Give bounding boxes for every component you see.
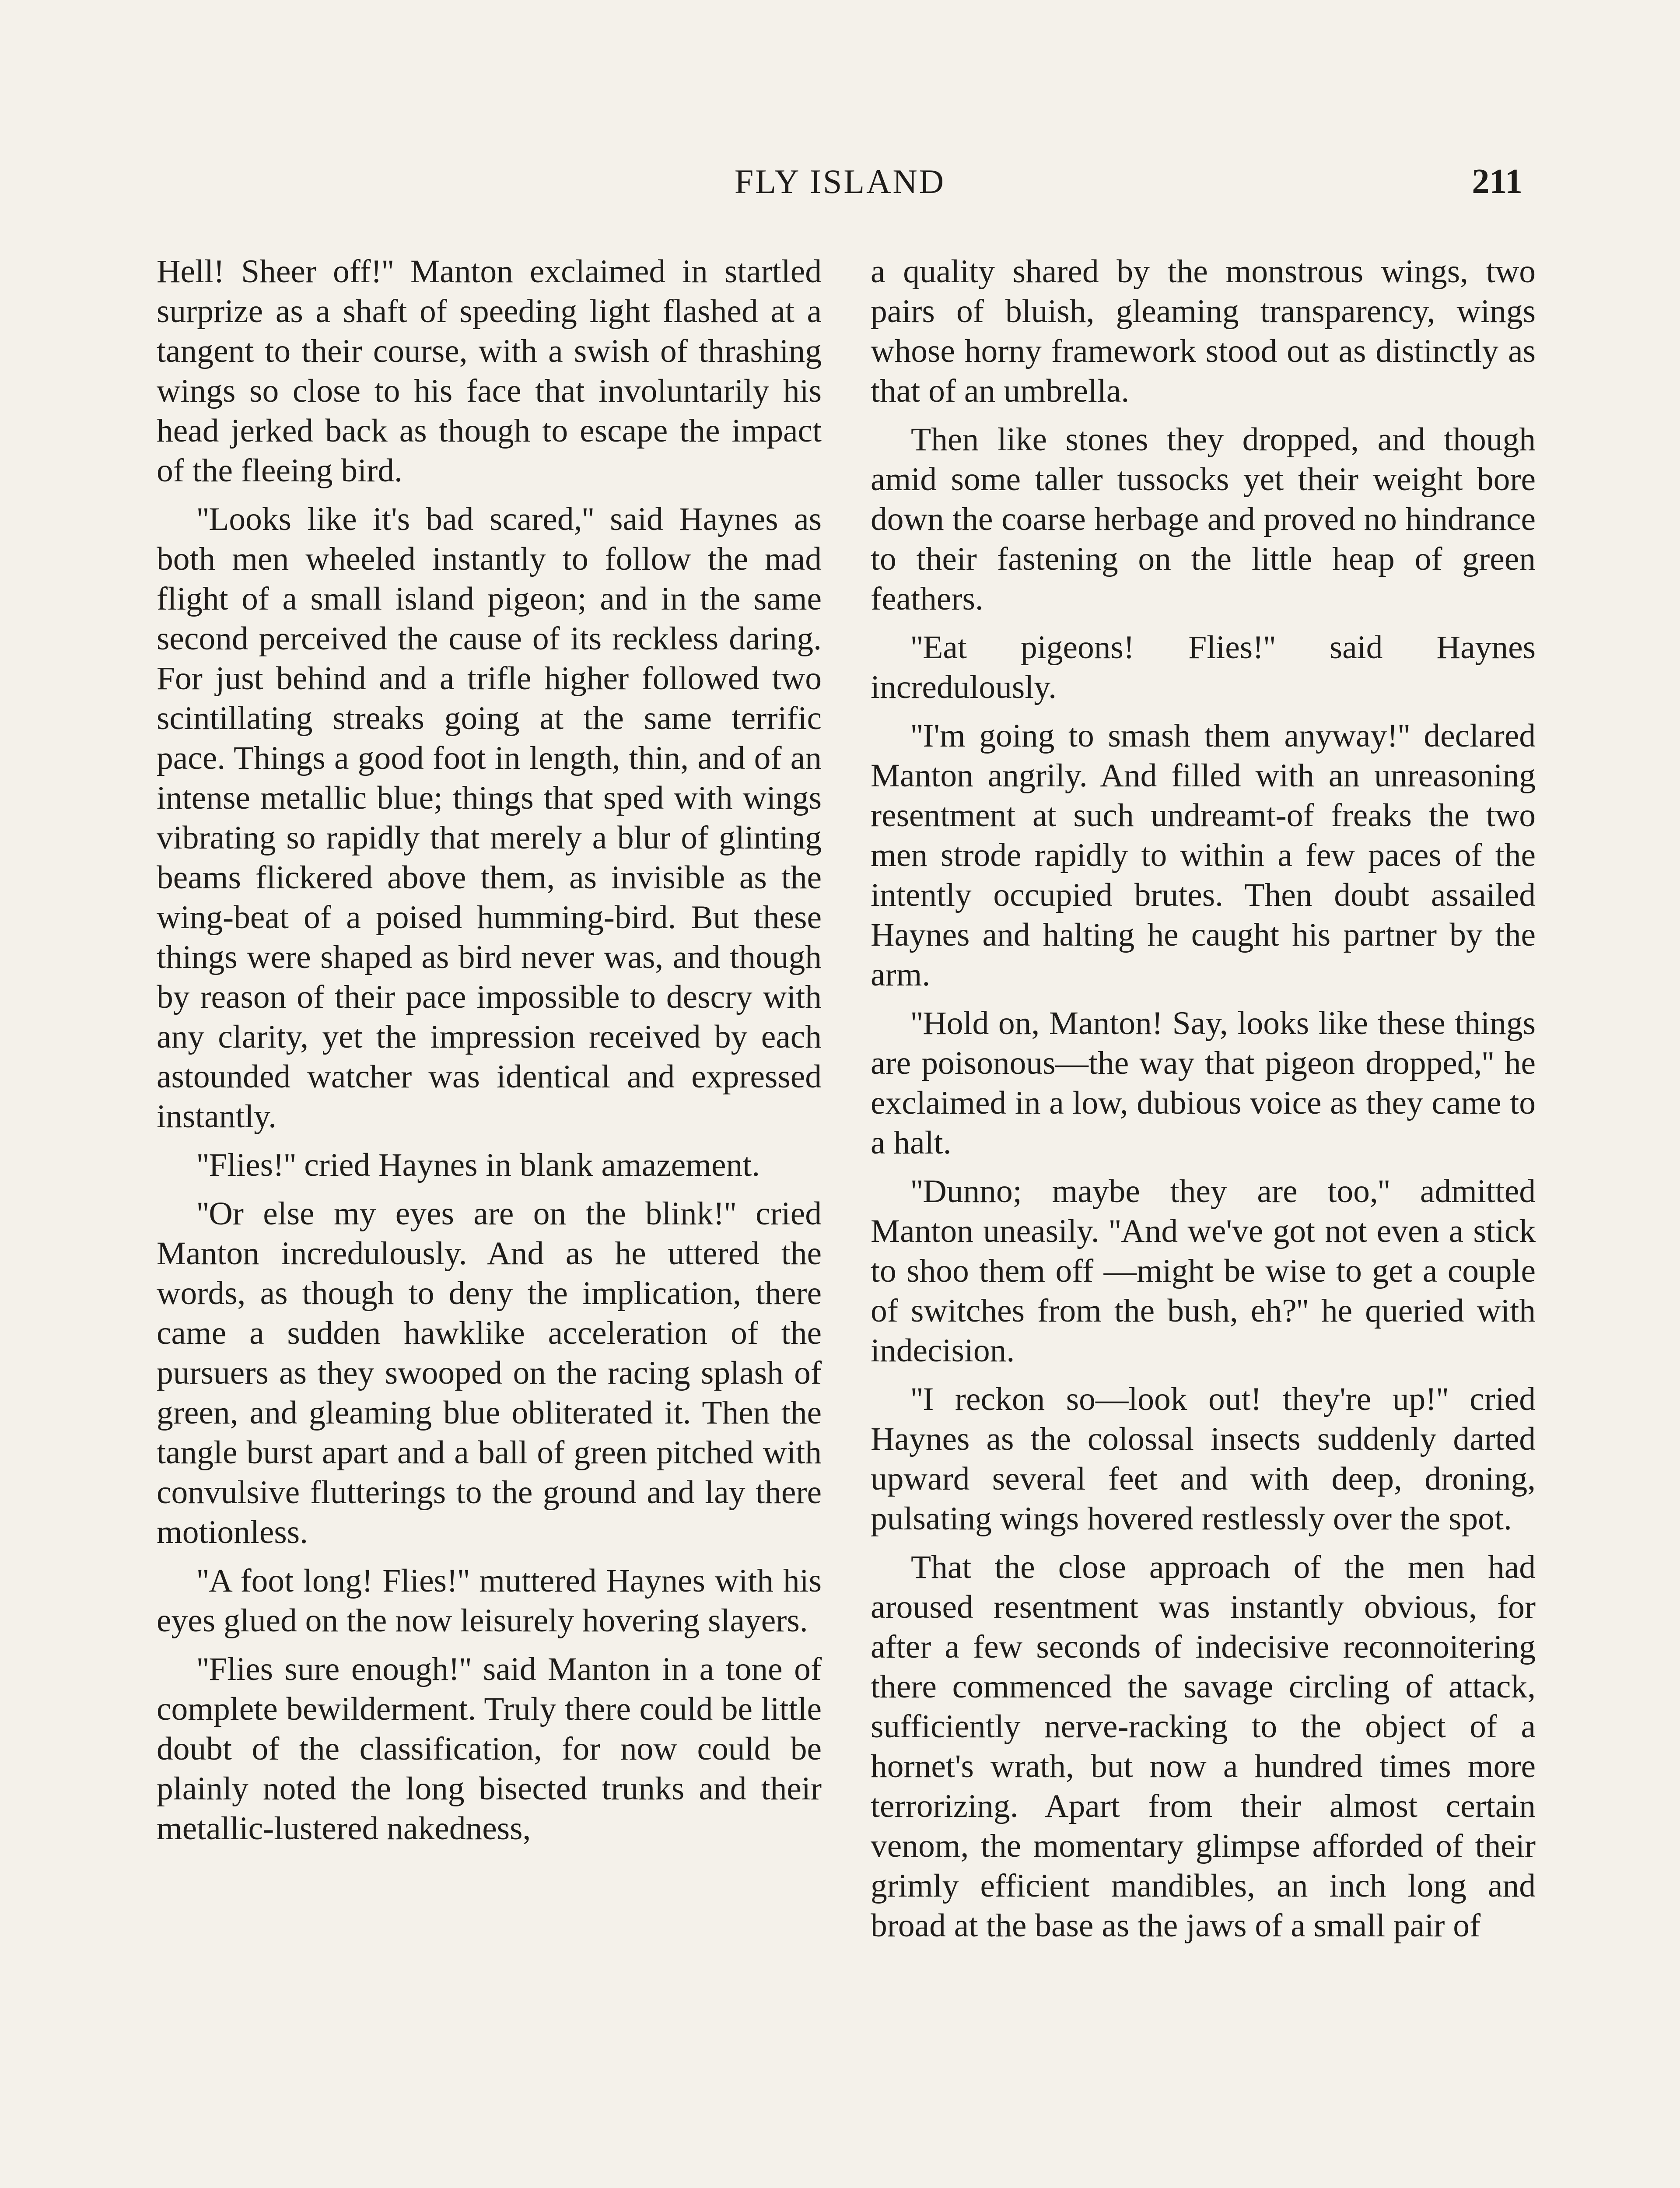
right-column [871,252,1536,1954]
paragraph: Then like stones they dropped, and though amid some taller tussocks yet their weight bore down the coarse herbage and proved no hindrance to their fastening on the little heap of green feathers. [871,421,1536,617]
paragraph: ''Looks like it's bad scared,'' said Haynes as both men wheeled instantly to follow the mad flight of a small island pigeon; and in the same second perceived the cause of its reckless daring. For just behind and a trifle higher followed two scintillating streaks going at the same terrific pace. Things a good foot in length, thin, and of an intense metallic blue; things that sped with wings vibrating so rapidly that merely a blur of glinting beams flickered above them, as invisible as the wing-beat of a poised humming-bird. But these things were shaped as bird never was, and though by reason of their pace impossible to descry with any clarity, yet the impression received by each astounded watcher was identical and expressed instantly. [157,501,822,1135]
paragraph: ''Eat pigeons! Flies!'' said Haynes incredulously. [871,629,1536,705]
paragraph: ''Dunno; maybe they are too,'' admitted Manton uneasily. ''And we've got not even a stick to shoo them off —might be wise to get a couple of switches from the bush, eh?'' he queried with indecision. [871,1173,1536,1369]
paragraph: That the close approach of the men had aroused resentment was instantly obvious, for after a few seconds of indecisive reconnoitering there commenced the savage circling of attack, sufficiently nerve-racking to the object of a hornet's wrath, but now a hundred times more terrorizing. Apart from their almost certain venom, the momentary glimpse afforded of their grimly efficient mandibles, an inch long and broad at the base as the jaws of a small pair of [871,1549,1536,1944]
paragraph: a quality shared by the monstrous wings, two pairs of bluish, gleaming transparency, wings whose horny framework stood out as distinctly as that of an umbrella. [871,253,1536,409]
paragraph: ''I'm going to smash them anyway!'' declared Manton angrily. And filled with an unreasoning resentment at such undreamt-of freaks the two men strode rapidly to within a few paces of the intently occupied brutes. Then doubt assailed Haynes and halting he caught his partner by the arm. [871,718,1536,993]
paragraph: ''A foot long! Flies!'' muttered Haynes with his eyes glued on the now leisurely hovering slayers. [157,1563,822,1639]
paragraph: Hell! Sheer off!'' Manton exclaimed in startled surprize as a shaft of speeding light flashed at a tangent to their course, with a swish of thrashing wings so close to his face that involuntarily his head jerked back as though to escape the impact of the fleeing bird. [157,253,822,489]
paragraph: ''Hold on, Manton! Say, looks like these things are poisonous—the way that pigeon dropped,'' he exclaimed in a low, dubious voice as they came to a halt. [871,1005,1536,1161]
left-column [157,252,822,1857]
paragraph: ''I reckon so—look out! they're up!'' cried Haynes as the colossal insects suddenly darted upward several feet and with deep, droning, pulsating wings hovered restlessly over the spot. [871,1381,1536,1537]
paragraph: ''Flies sure enough!'' said Manton in a tone of complete bewilderment. Truly there could be little doubt of the classification, for now could be plainly noted the long bisected trunks and their metallic-lustered nakedness, [157,1651,822,1847]
paragraph: ''Or else my eyes are on the blink!'' cried Manton incredulously. And as he uttered the words, as though to deny the implication, there came a sudden hawklike acceleration of the pursuers as they swooped on the racing splash of green, and gleaming blue obliterated it. Then the tangle burst apart and a ball of green pitched with convulsive flutterings to the ground and lay there motionless. [157,1196,822,1550]
running-title: FLY ISLAND [734,162,946,200]
running-header [158,158,1522,206]
paragraph: ''Flies!'' cried Haynes in blank amazement. [197,1147,760,1183]
page-number: 211 [1472,162,1522,201]
